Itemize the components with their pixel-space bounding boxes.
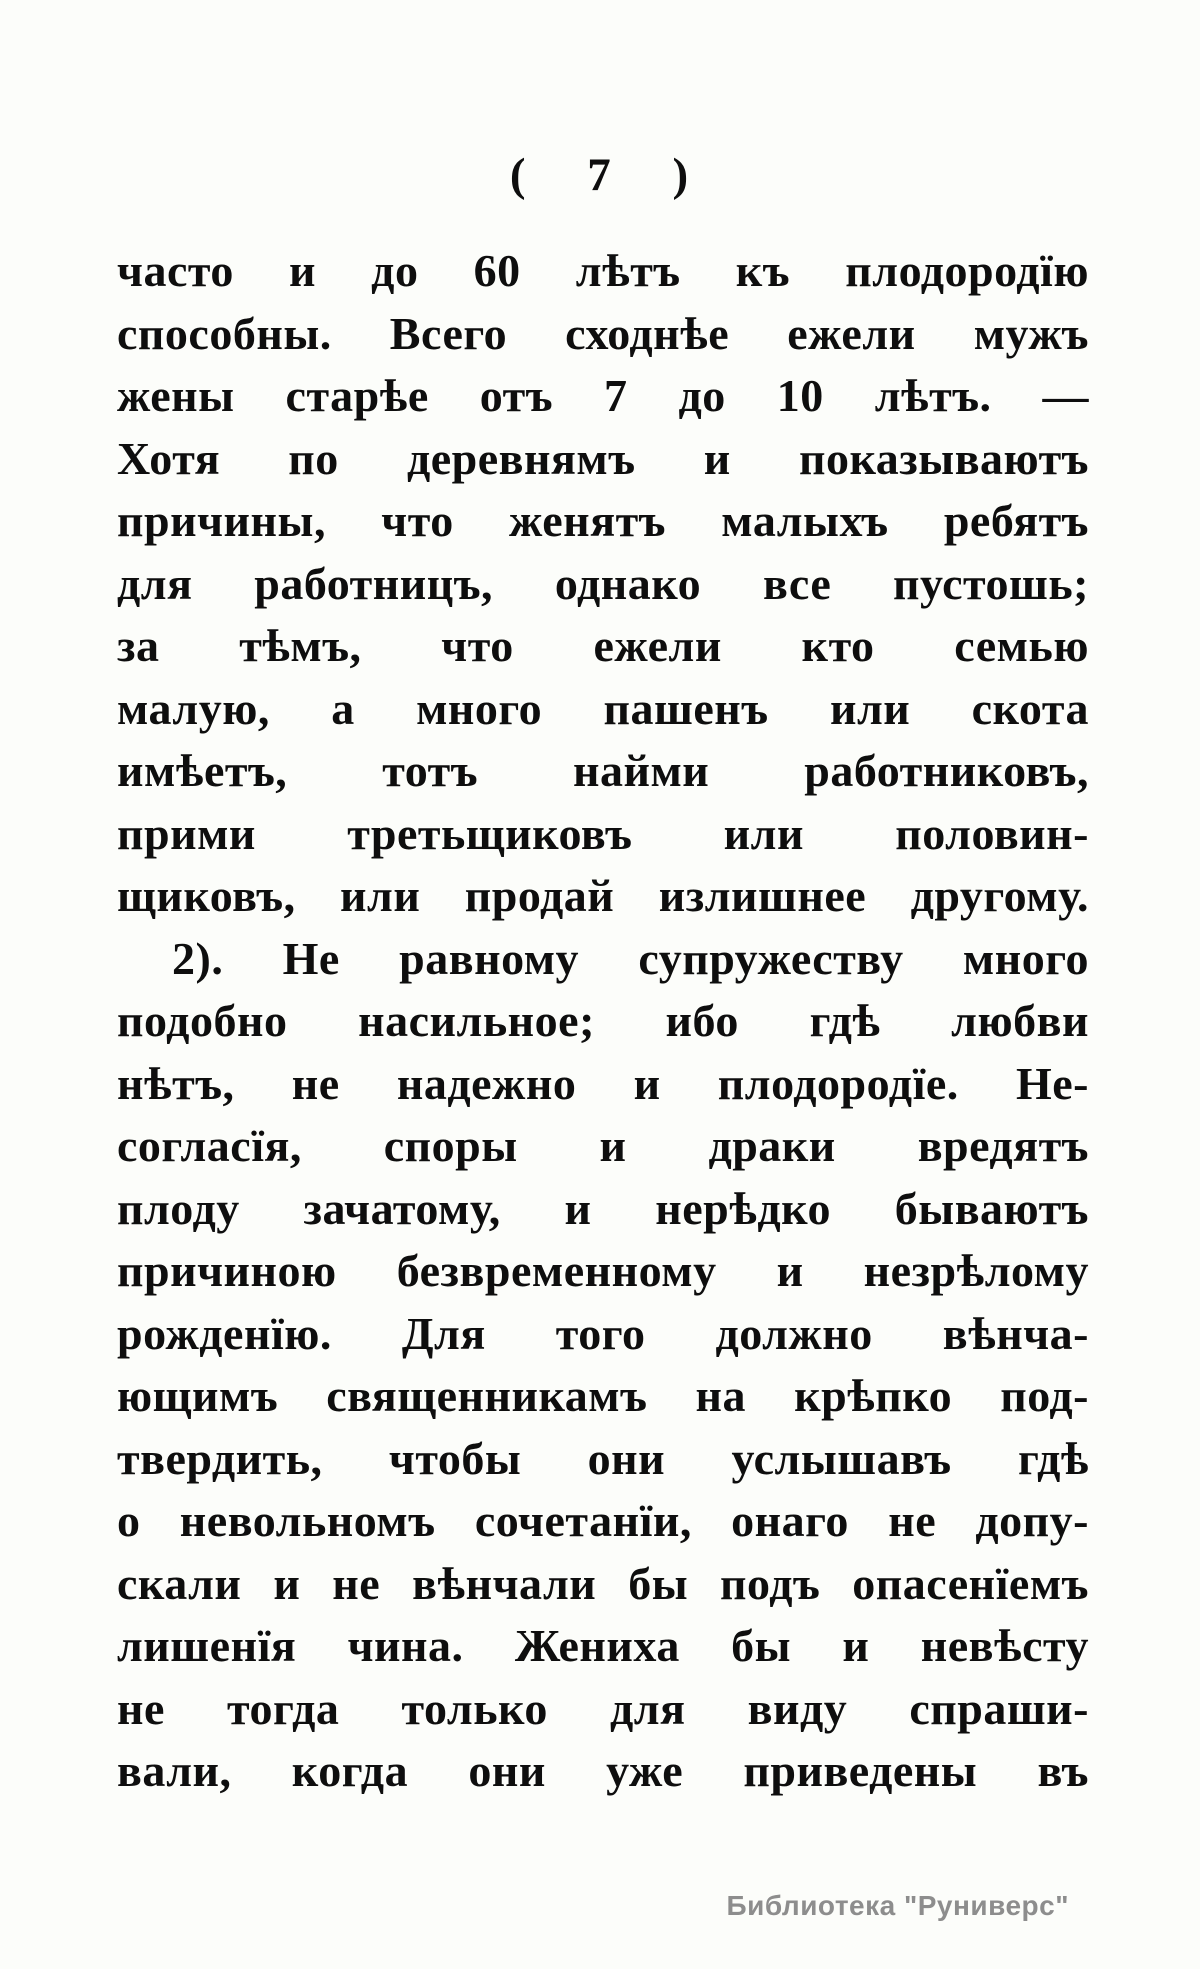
text-line: согласїя, споры и драки вредятъ (117, 1120, 1089, 1171)
page-text (117, 240, 1089, 1803)
text-line: щиковъ, или продай излишнее другому. (117, 870, 1089, 921)
text-line-paragraph-start: 2). Не равному супружеству много (172, 932, 1089, 984)
text-line: малую, а много пашенъ или скота (117, 682, 1089, 734)
text-line: для работницъ, однако все пустошь; (117, 557, 1089, 609)
text-line: твердить, чтобы они услышавъ гдѣ (117, 1432, 1089, 1484)
text-line: жены старѣе отъ 7 до 10 лѣтъ. — (117, 370, 1089, 421)
text-line: за тѣмъ, что ежели кто семью (117, 620, 1089, 671)
page-number: ( 7 ) (509, 149, 691, 201)
text-line: подобно насильное; ибо гдѣ любви (117, 995, 1089, 1046)
text-line: причиною безвременному и незрѣлому (117, 1245, 1089, 1296)
text-line: скали и не вѣнчали бы подъ опасенїемъ (117, 1557, 1089, 1609)
text-line: не тогда только для виду спраши- (117, 1682, 1089, 1734)
text-line: прими третьщиковъ или половин- (117, 807, 1089, 859)
text-line: рожденїю. Для того должно вѣнча- (117, 1307, 1089, 1359)
text-line: часто и до 60 лѣтъ къ плодородїю (117, 245, 1089, 296)
text-line: вали, когда они уже приведены въ (117, 1745, 1089, 1796)
library-watermark: Библиотека "Руниверс" (726, 1890, 1069, 1921)
text-line: о невольномъ сочетанїи, онаго не допу- (117, 1495, 1089, 1546)
text-line: плоду зачатому, и нерѣдко бываютъ (117, 1182, 1089, 1234)
text-line: Хотя по деревнямъ и показываютъ (117, 432, 1089, 484)
text-line: способны. Всего сходнѣе ежели мужъ (117, 307, 1089, 359)
text-line: лишенїя чина. Жениха бы и невѣсту (117, 1620, 1089, 1671)
text-line: нѣтъ, не надежно и плодородїе. Не- (117, 1057, 1089, 1109)
text-line: причины, что женятъ малыхъ ребятъ (117, 495, 1089, 546)
text-line: ющимъ священникамъ на крѣпко под- (117, 1370, 1089, 1421)
text-line: имѣетъ, тотъ найми работниковъ, (117, 745, 1089, 796)
